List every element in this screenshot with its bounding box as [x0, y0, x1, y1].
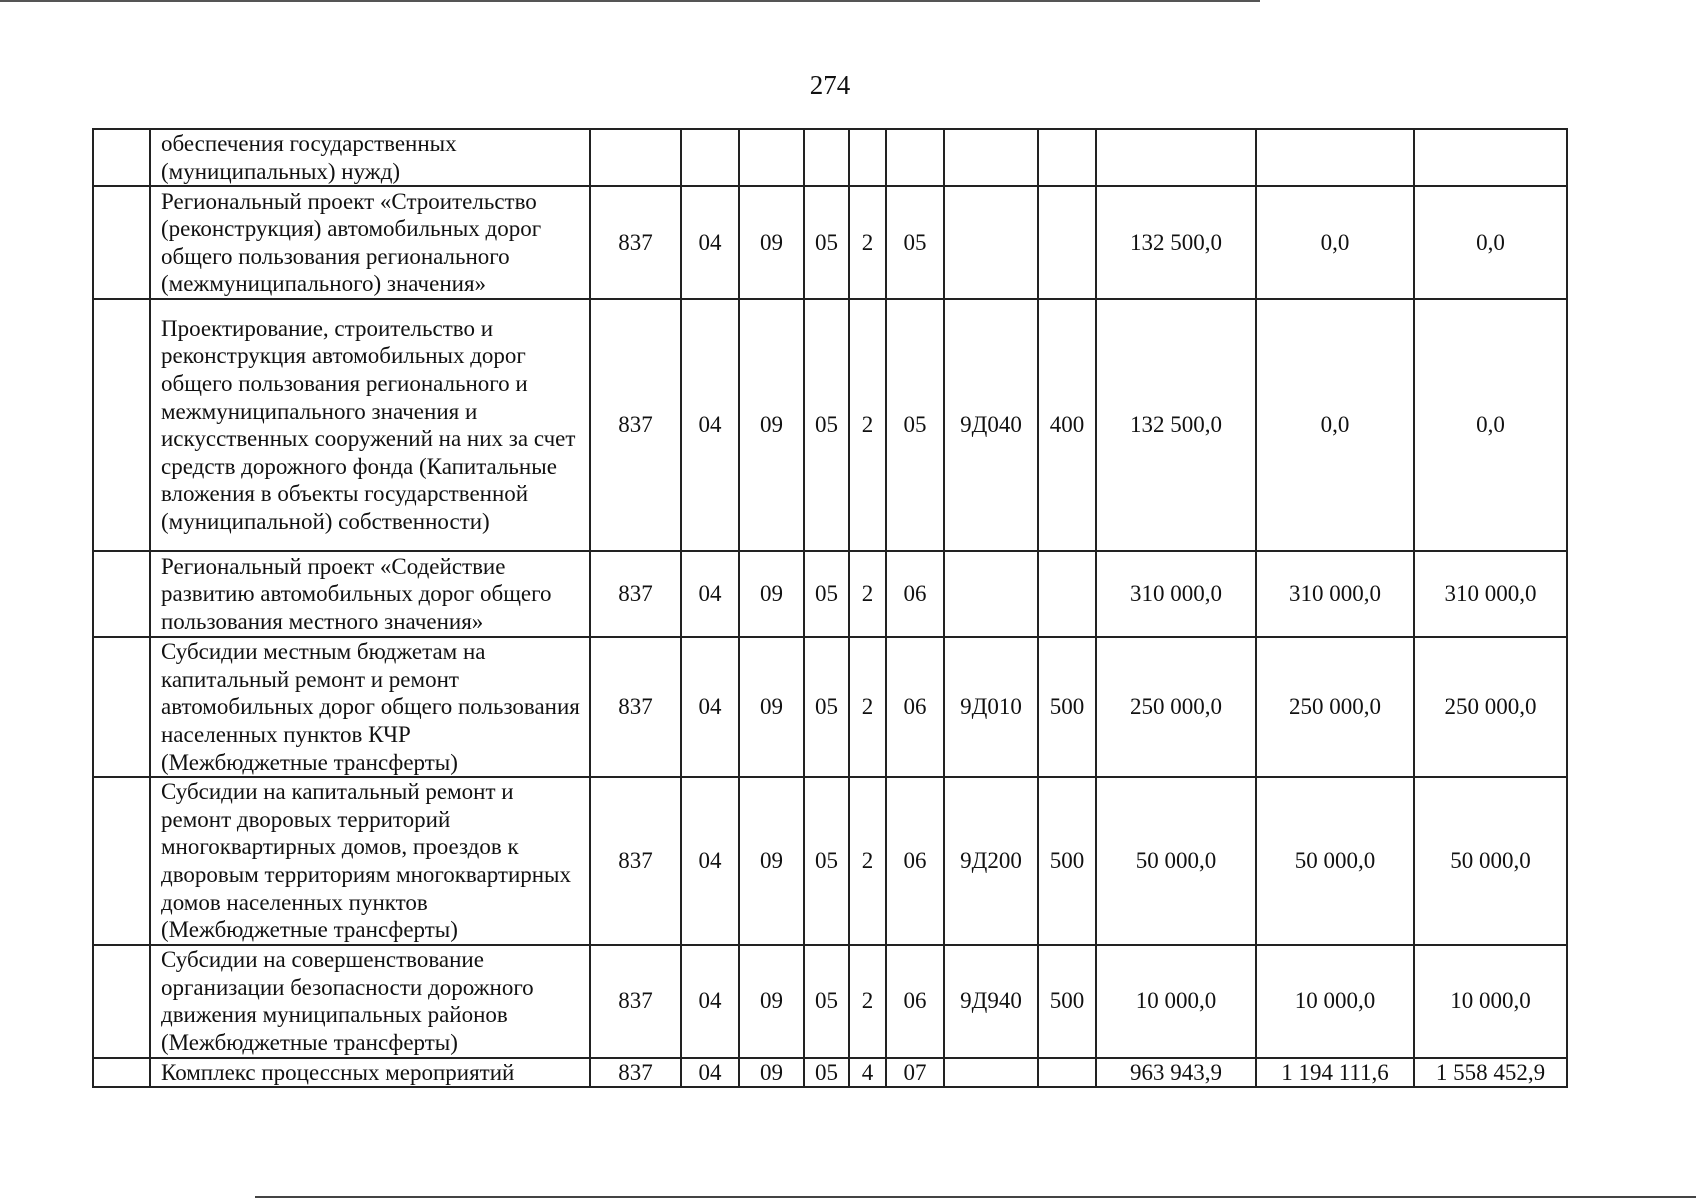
program-cell: 05	[804, 1058, 849, 1087]
section-cell: 04	[681, 551, 739, 637]
program-cell: 05	[804, 551, 849, 637]
row-number-cell	[93, 299, 150, 551]
section-cell: 04	[681, 186, 739, 299]
expense-type-cell: 500	[1038, 777, 1096, 945]
scan-edge-top	[0, 0, 1260, 2]
direction-cell: 9Д200	[944, 777, 1038, 945]
event-cell: 05	[886, 299, 944, 551]
subsection-cell: 09	[739, 777, 804, 945]
subprogram-cell: 2	[849, 945, 886, 1058]
direction-cell	[944, 186, 1038, 299]
program-cell: 05	[804, 299, 849, 551]
ministry-code-cell: 837	[590, 186, 681, 299]
table-row	[93, 299, 1567, 551]
row-number-cell	[93, 551, 150, 637]
direction-cell: 9Д010	[944, 637, 1038, 777]
table-row	[93, 129, 1567, 186]
amount-year3-cell: 0,0	[1414, 299, 1567, 551]
subsection-cell: 09	[739, 945, 804, 1058]
event-cell: 06	[886, 777, 944, 945]
row-number-cell	[93, 186, 150, 299]
amount-year1-cell: 250 000,0	[1096, 637, 1256, 777]
amount-year2-cell: 1 194 111,6	[1256, 1058, 1414, 1087]
section-cell: 04	[681, 637, 739, 777]
expense-type-cell	[1038, 551, 1096, 637]
item-name-cell: Субсидии местным бюджетам на капитальный ремонт и ремонт автомобильных дорог общего пользования населенных пунктов КЧР (Межбюджетные трансферты)	[150, 637, 590, 777]
amount-year2-cell: 310 000,0	[1256, 551, 1414, 637]
item-name-cell: Проектирование, строительство и реконструкция автомобильных дорог общего пользования регионального и межмуниципального значения и искусственных сооружений на них за счет средств дорожного фонда (Капитальные вложения в объекты государственной (муниципальной) собственности)	[150, 299, 590, 551]
amount-year1-cell: 50 000,0	[1096, 777, 1256, 945]
ministry-code-cell: 837	[590, 1058, 681, 1087]
item-name-cell: Субсидии на капитальный ремонт и ремонт дворовых территорий многоквартирных домов, проездов к дворовым территориям многоквартирных домов населенных пунктов (Межбюджетные трансферты)	[150, 777, 590, 945]
program-cell: 05	[804, 945, 849, 1058]
event-cell: 05	[886, 186, 944, 299]
subsection-cell: 09	[739, 186, 804, 299]
table-row	[93, 186, 1567, 299]
amount-year3-cell: 250 000,0	[1414, 637, 1567, 777]
ministry-code-cell	[590, 129, 681, 186]
item-name-cell: обеспечения государственных (муниципальных) нужд)	[150, 129, 590, 186]
program-cell	[804, 129, 849, 186]
amount-year1-cell: 10 000,0	[1096, 945, 1256, 1058]
program-cell: 05	[804, 777, 849, 945]
amount-year2-cell: 250 000,0	[1256, 637, 1414, 777]
ministry-code-cell: 837	[590, 299, 681, 551]
item-name-cell: Региональный проект «Строительство (реконструкция) автомобильных дорог общего пользования регионального (межмуниципального) значения»	[150, 186, 590, 299]
amount-year3-cell	[1414, 129, 1567, 186]
subsection-cell	[739, 129, 804, 186]
section-cell: 04	[681, 1058, 739, 1087]
subprogram-cell: 2	[849, 637, 886, 777]
section-cell: 04	[681, 945, 739, 1058]
amount-year3-cell: 310 000,0	[1414, 551, 1567, 637]
expense-type-cell: 400	[1038, 299, 1096, 551]
row-number-cell	[93, 945, 150, 1058]
amount-year1-cell: 132 500,0	[1096, 186, 1256, 299]
event-cell: 06	[886, 551, 944, 637]
subprogram-cell: 2	[849, 551, 886, 637]
event-cell: 06	[886, 945, 944, 1058]
amount-year2-cell: 0,0	[1256, 299, 1414, 551]
amount-year3-cell: 0,0	[1414, 186, 1567, 299]
expense-type-cell	[1038, 129, 1096, 186]
ministry-code-cell: 837	[590, 551, 681, 637]
item-name-cell: Региональный проект «Содействие развитию автомобильных дорог общего пользования местного значения»	[150, 551, 590, 637]
ministry-code-cell: 837	[590, 777, 681, 945]
direction-cell: 9Д940	[944, 945, 1038, 1058]
direction-cell: 9Д040	[944, 299, 1038, 551]
table-row	[93, 1058, 1567, 1087]
row-number-cell	[93, 1058, 150, 1087]
amount-year2-cell: 50 000,0	[1256, 777, 1414, 945]
program-cell: 05	[804, 637, 849, 777]
ministry-code-cell: 837	[590, 637, 681, 777]
amount-year1-cell	[1096, 129, 1256, 186]
subprogram-cell: 2	[849, 299, 886, 551]
program-cell: 05	[804, 186, 849, 299]
amount-year2-cell	[1256, 129, 1414, 186]
table-row	[93, 637, 1567, 777]
amount-year3-cell: 50 000,0	[1414, 777, 1567, 945]
direction-cell	[944, 1058, 1038, 1087]
amount-year1-cell: 310 000,0	[1096, 551, 1256, 637]
page-number: 274	[809, 70, 851, 100]
budget-table	[92, 128, 1568, 1088]
table-row	[93, 777, 1567, 945]
event-cell	[886, 129, 944, 186]
section-cell	[681, 129, 739, 186]
direction-cell	[944, 551, 1038, 637]
subsection-cell: 09	[739, 637, 804, 777]
expense-type-cell	[1038, 1058, 1096, 1087]
row-number-cell	[93, 637, 150, 777]
subsection-cell: 09	[739, 299, 804, 551]
expense-type-cell	[1038, 186, 1096, 299]
section-cell: 04	[681, 299, 739, 551]
subprogram-cell: 2	[849, 777, 886, 945]
expense-type-cell: 500	[1038, 637, 1096, 777]
table-row	[93, 551, 1567, 637]
subsection-cell: 09	[739, 1058, 804, 1087]
amount-year3-cell: 1 558 452,9	[1414, 1058, 1567, 1087]
subprogram-cell	[849, 129, 886, 186]
item-name-cell: Комплекс процессных мероприятий	[150, 1058, 590, 1087]
scan-edge-bottom	[255, 1196, 1696, 1198]
subsection-cell: 09	[739, 551, 804, 637]
row-number-cell	[93, 777, 150, 945]
expense-type-cell: 500	[1038, 945, 1096, 1058]
subprogram-cell: 4	[849, 1058, 886, 1087]
amount-year3-cell: 10 000,0	[1414, 945, 1567, 1058]
event-cell: 07	[886, 1058, 944, 1087]
subprogram-cell: 2	[849, 186, 886, 299]
row-number-cell	[93, 129, 150, 186]
item-name-cell: Субсидии на совершенствование организации безопасности дорожного движения муниципальных районов (Межбюджетные трансферты)	[150, 945, 590, 1058]
ministry-code-cell: 837	[590, 945, 681, 1058]
event-cell: 06	[886, 637, 944, 777]
section-cell: 04	[681, 777, 739, 945]
amount-year1-cell: 132 500,0	[1096, 299, 1256, 551]
amount-year2-cell: 10 000,0	[1256, 945, 1414, 1058]
amount-year2-cell: 0,0	[1256, 186, 1414, 299]
direction-cell	[944, 129, 1038, 186]
amount-year1-cell: 963 943,9	[1096, 1058, 1256, 1087]
table-row	[93, 945, 1567, 1058]
